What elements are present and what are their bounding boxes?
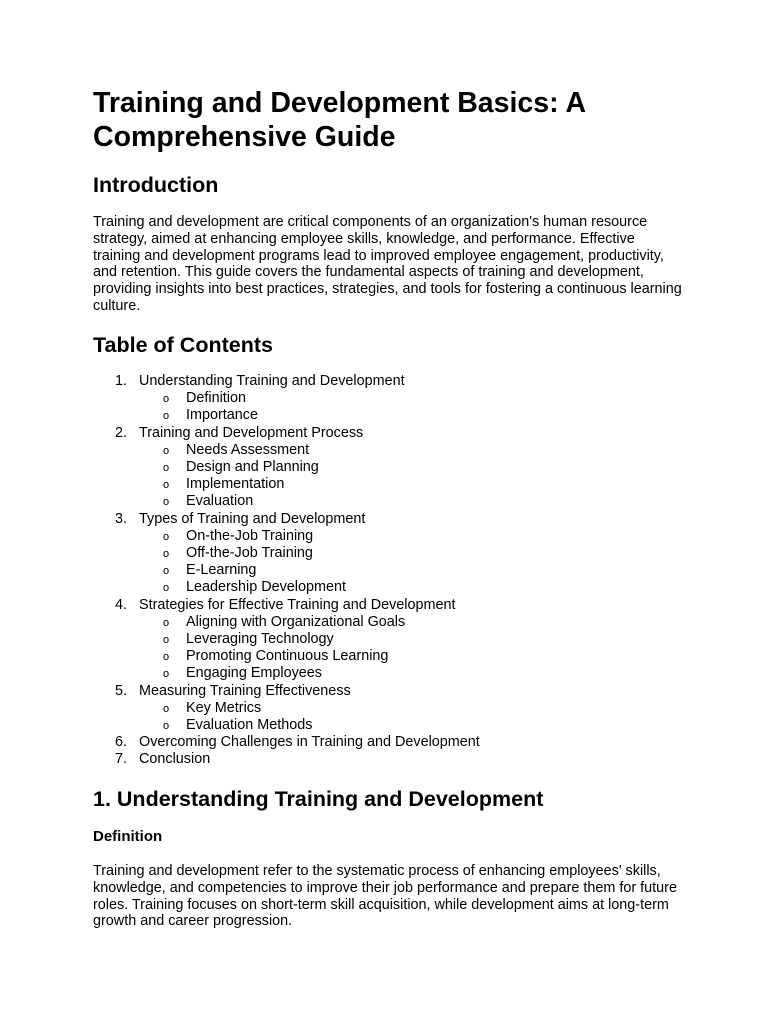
circle-bullet-icon: o — [163, 565, 170, 578]
toc-item — [93, 425, 693, 442]
circle-bullet-icon: o — [163, 462, 170, 475]
toc-subitem-label: Key Metrics — [186, 699, 262, 716]
toc-subitem-label: Definition — [186, 390, 246, 407]
circle-bullet-icon: o — [163, 530, 170, 543]
toc-subitem — [93, 700, 693, 717]
toc-subitem — [93, 717, 693, 734]
toc-item-number: 2. — [115, 424, 128, 441]
toc-subitem-label: Off-the-Job Training — [186, 545, 313, 562]
circle-bullet-icon: o — [163, 548, 170, 561]
circle-bullet-icon: o — [163, 444, 170, 457]
circle-bullet-icon: o — [163, 720, 170, 733]
toc-subitem — [93, 648, 693, 665]
toc-item — [93, 734, 693, 751]
circle-bullet-icon: o — [163, 651, 170, 664]
circle-bullet-icon: o — [163, 668, 170, 681]
toc-item-number: 3. — [115, 510, 128, 527]
toc-subitem-label: Importance — [186, 407, 258, 424]
toc-item-number: 7. — [115, 751, 128, 768]
toc-item — [93, 373, 693, 390]
toc-subitem — [93, 545, 693, 562]
toc-subitem — [93, 579, 693, 596]
table-of-contents — [93, 373, 693, 769]
toc-subitem — [93, 407, 693, 424]
toc-item — [93, 511, 693, 528]
toc-subitem-label: Needs Assessment — [186, 441, 310, 458]
toc-item-label: Measuring Training Effectiveness — [139, 682, 351, 699]
toc-item-number: 5. — [115, 682, 128, 699]
toc-item-number: 1. — [115, 373, 128, 389]
circle-bullet-icon: o — [163, 634, 170, 647]
toc-item — [93, 751, 693, 768]
circle-bullet-icon: o — [163, 616, 170, 629]
toc-subitem-label: E-Learning — [186, 562, 257, 579]
toc-subitem-label: Promoting Continuous Learning — [186, 648, 389, 665]
toc-item-number: 6. — [115, 734, 128, 751]
toc-item-label: Types of Training and Development — [139, 510, 366, 527]
toc-item-label: Overcoming Challenges in Training and Development — [139, 734, 480, 751]
toc-item-label: Conclusion — [139, 751, 211, 768]
toc-item — [93, 683, 693, 700]
circle-bullet-icon: o — [163, 479, 170, 492]
toc-subitem-label: Evaluation — [186, 493, 254, 510]
toc-subitem-label: On-the-Job Training — [186, 527, 314, 544]
toc-subitem — [93, 631, 693, 648]
toc-subitem-label: Engaging Employees — [186, 665, 323, 682]
toc-subitem — [93, 390, 693, 407]
toc-heading: Table of Contents — [93, 333, 273, 357]
toc-subitem — [93, 476, 693, 493]
circle-bullet-icon: o — [163, 702, 170, 715]
toc-subitem — [93, 562, 693, 579]
toc-subitem-label: Leadership Development — [186, 579, 346, 596]
toc-subitem-label: Leveraging Technology — [186, 631, 334, 648]
toc-subitem — [93, 493, 693, 510]
circle-bullet-icon: o — [163, 496, 170, 509]
toc-item-number: 4. — [115, 596, 128, 613]
toc-subitem-label: Implementation — [186, 476, 285, 493]
toc-item-label: Strategies for Effective Training and Development — [139, 596, 456, 613]
toc-subitem — [93, 665, 693, 682]
intro-heading: Introduction — [93, 173, 219, 197]
toc-subitem-label: Aligning with Organizational Goals — [186, 613, 406, 630]
toc-item — [93, 597, 693, 614]
circle-bullet-icon: o — [163, 410, 170, 423]
definition-paragraph: Training and development refer to the systematic process of enhancing employees' skills, knowledge, and competencies to improve their job performance and prepare them for future roles. Training focuses on short-term skill acquisition, while development aims at long-term growth and career progression. — [93, 863, 677, 930]
section1-heading: 1. Understanding Training and Development — [93, 787, 544, 811]
toc-subitem — [93, 528, 693, 545]
toc-subitem-label: Evaluation Methods — [186, 717, 313, 734]
toc-subitem — [93, 442, 693, 459]
toc-subitem — [93, 459, 693, 476]
definition-subheading: Definition — [93, 828, 163, 845]
toc-subitem-label: Design and Planning — [186, 459, 319, 476]
toc-item-label: Understanding Training and Development — [139, 373, 405, 389]
circle-bullet-icon: o — [163, 393, 170, 406]
toc-subitem — [93, 614, 693, 631]
toc-item-label: Training and Development Process — [139, 424, 364, 441]
intro-paragraph: Training and development are critical components of an organization's human resource strategy, aimed at enhancing employee skills, knowledge, and performance. Effective training and development programs lead to improved employee engagement, productivity, and retention. This guide covers the fundamental aspects of training and development, providing insights into best practices, strategies, and tools for fostering a continuous learning culture. — [93, 214, 682, 314]
circle-bullet-icon: o — [163, 582, 170, 595]
document-title: Training and Development Basics: A Comprehensive Guide — [93, 87, 586, 153]
